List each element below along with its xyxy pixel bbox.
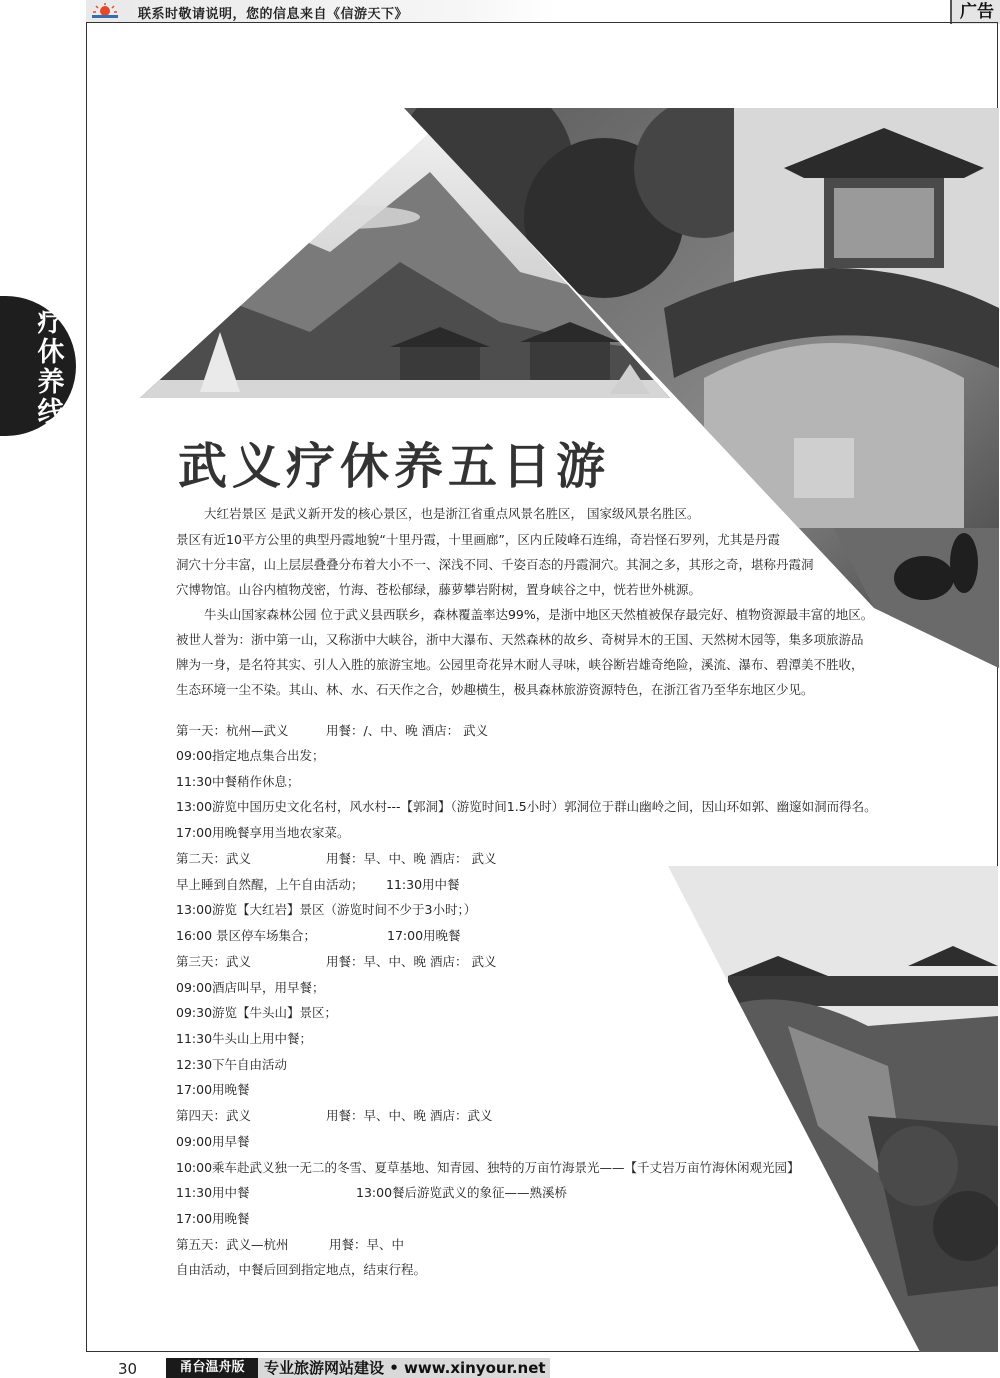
itinerary-item: 13:00游览中国历史文化名村，风水村---【郭洞】（游览时间1.5小时）郭洞位于群山幽岭之间，因山环如郭、幽邃如洞而得名。: [176, 799, 877, 814]
itinerary-item: 09:00指定地点集合出发；: [176, 748, 325, 763]
paragraph-line: 大红岩景区 是武义新开发的核心景区，也是浙江省重点风景名胜区， 国家级风景名胜区。: [204, 506, 700, 521]
itinerary-day: 第三天：武义: [176, 954, 252, 969]
itinerary-item-part: 13:00餐后游览武义的象征——熟溪桥: [356, 1185, 568, 1200]
header-note: 联系时敬请说明，您的信息来自《信游天下》: [138, 7, 409, 22]
itinerary-item-part: 早上睡到自然醒，上午自由活动；: [176, 877, 364, 892]
website-slogan: 专业旅游网站建设 • www.xinyour.net: [258, 1358, 550, 1378]
itinerary-day: 第五天：武义—杭州: [176, 1237, 289, 1252]
paragraph-line: 生态环境一尘不染。其山、林、水、石天作之合，妙趣横生，极具森林旅游资源特色，在浙江省乃至华东地区少见。: [176, 682, 814, 697]
itinerary-item-part: 11:30用中餐: [386, 877, 460, 892]
sun-logo-icon: [90, 3, 120, 19]
itinerary-item: 12:30下午自由活动: [176, 1057, 288, 1072]
itinerary-meals: 用餐：早、中、晚 酒店：武义: [326, 1108, 493, 1123]
itinerary-day: 第一天：杭州—武义: [176, 723, 289, 738]
ad-label: 广告: [950, 0, 1000, 24]
itinerary-item: 09:00用早餐: [176, 1134, 250, 1149]
paragraph-line: 景区有近10平方公里的典型丹霞地貌“十里丹霞，十里画廊”，区内丘陵峰石连绵，奇岩怪石罗列，尤其是丹霞: [176, 532, 780, 547]
paragraph-line: 牛头山国家森林公园 位于武义县西联乡，森林覆盖率达99%，是浙中地区天然植被保存最完好、植物资源最丰富的地区。: [204, 607, 874, 622]
article-title: 武义疗休养五日游: [178, 438, 611, 495]
itinerary-meals: 用餐：早、中: [329, 1237, 405, 1252]
itinerary-item: 17:00用晚餐: [176, 1082, 250, 1097]
itinerary-item-part: 17:00用晚餐: [387, 928, 461, 943]
itinerary-item: 13:00游览【大红岩】景区（游览时间不少于3小时；）: [176, 902, 477, 917]
itinerary-meals: 用餐：早、中、晚 酒店： 武义: [326, 954, 497, 969]
section-tab-label: 疗休养线: [37, 307, 65, 428]
itinerary-item: 自由活动，中餐后回到指定地点，结束行程。: [176, 1262, 427, 1277]
itinerary-item: 10:00乘车赴武义独一无二的冬雪、夏草基地、知青园、独特的万亩竹海景光——【千丈岩万亩竹海休闲观光园】: [176, 1160, 800, 1175]
itinerary-item: 11:30中餐稍作休息；: [176, 774, 300, 789]
itinerary-item: 17:00用晚餐享用当地农家菜。: [176, 825, 350, 840]
paragraph-line: 被世人誉为：浙中第一山，又称浙中大峡谷，浙中大瀑布、天然森林的故乡、奇树异木的王国、天然树木园等，集多项旅游品: [176, 632, 864, 647]
itinerary-item: 09:00酒店叫早，用早餐；: [176, 980, 325, 995]
itinerary-day: 第四天：武义: [176, 1108, 252, 1123]
edition-label: 甬台温舟版: [166, 1358, 258, 1378]
paragraph-line: 牌为一身，是名符其实、引人入胜的旅游宝地。公园里奇花异木耐人寻味，峡谷断岩雄奇绝险，溪流、瀑布、碧潭美不胜收，: [176, 657, 864, 672]
itinerary-item-part: 16:00 景区停车场集合；: [176, 928, 316, 943]
itinerary-item: 11:30牛头山上用中餐；: [176, 1031, 313, 1046]
itinerary-meals: 用餐：/、中、晚 酒店： 武义: [326, 723, 489, 738]
page-number: 30: [118, 1360, 138, 1378]
paragraph-line: 穴博物馆。山谷内植物茂密，竹海、苍松郁绿，藤萝攀岩附树，置身峡谷之中，恍若世外桃源。: [176, 582, 702, 597]
itinerary-item: 17:00用晚餐: [176, 1211, 250, 1226]
itinerary-meals: 用餐：早、中、晚 酒店： 武义: [326, 851, 497, 866]
cliff-village-photo: [668, 866, 998, 1352]
itinerary-day: 第二天：武义: [176, 851, 252, 866]
itinerary-item: 09:30游览【牛头山】景区；: [176, 1005, 338, 1020]
paragraph-line: 洞穴十分丰富，山上层层叠叠分布着大小不一、深浅不同、千姿百态的丹霞洞穴。其洞之多，其形之奇，堪称丹霞洞: [176, 557, 814, 572]
itinerary-item-part: 11:30用中餐: [176, 1185, 250, 1200]
